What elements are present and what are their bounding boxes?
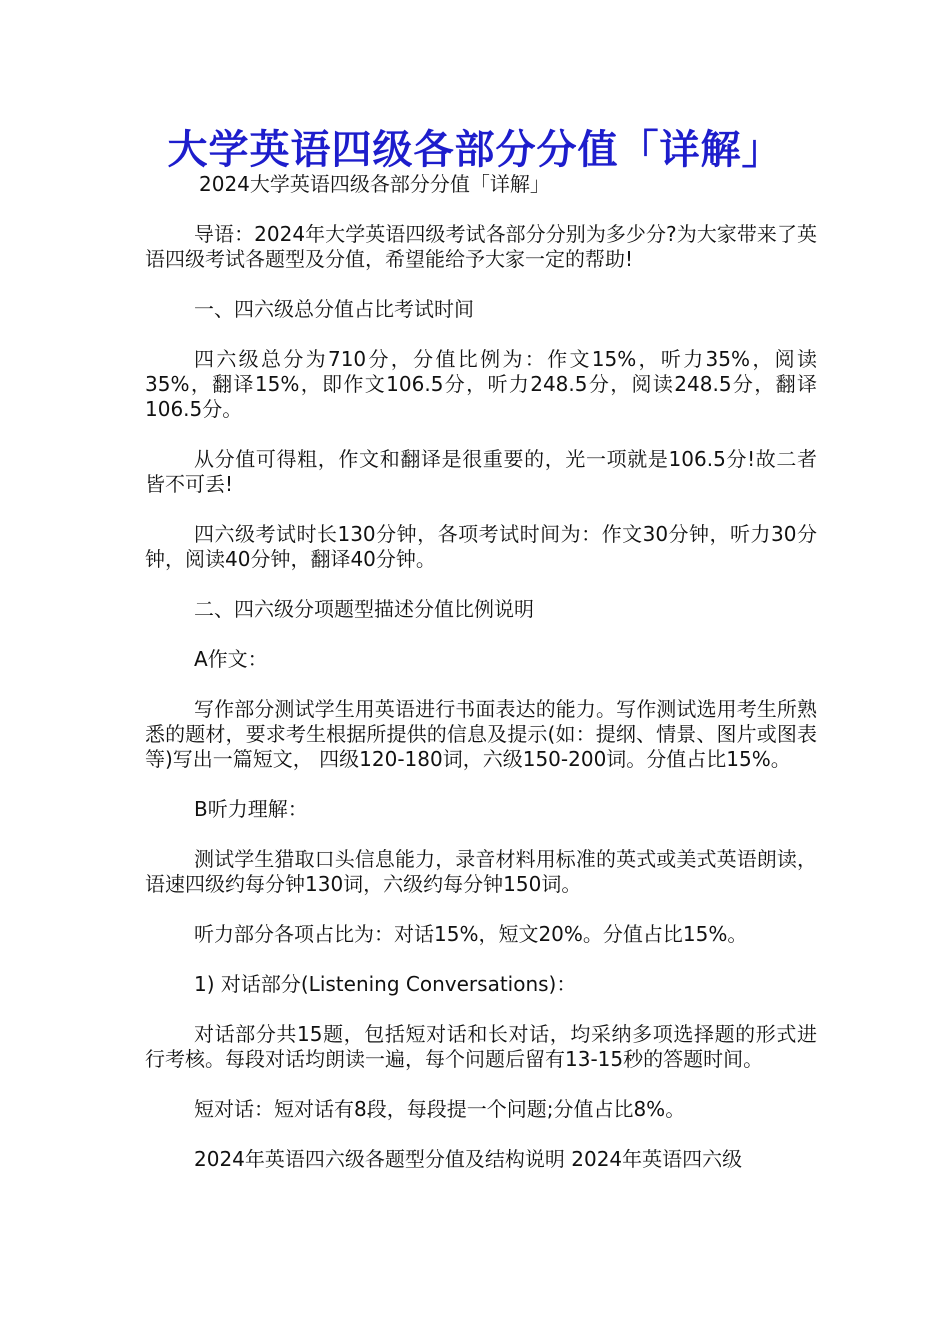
paragraph-writing: 写作部分测试学生用英语进行书面表达的能力。写作测试选用考生所熟悉的题材，要求考生根据所提供的信息及提示(如：提纲、情景、图片或图表等)写出一篇短文， 四级120-180词，六级150-200词。分值占比15%。: [145, 697, 817, 771]
paragraph-total-score: 四六级总分为710分，分值比例为：作文15%，听力35%，阅读35%，翻译15%，即作文106.5分，听力248.5分，阅读248.5分，翻译106.5分。: [145, 347, 817, 421]
document-title: 大学英语四级各部分分值「详解」: [167, 126, 783, 173]
subheading-listening: B听力理解：: [194, 797, 308, 821]
paragraph-conversations: 对话部分共15题，包括短对话和长对话，均采纳多项选择题的形式进行考核。每段对话均朗读一遍，每个问题后留有13-15秒的答题时间。: [145, 1022, 817, 1071]
paragraph-listening: 测试学生猎取口头信息能力，录音材料用标准的英式或美式英语朗读，语速四级约每分钟130词，六级约每分钟150词。: [145, 847, 817, 896]
paragraph-closing: 2024年英语四六级各题型分值及结构说明 2024年英语四六级: [194, 1147, 743, 1171]
document-subtitle: 2024大学英语四级各部分分值「详解」: [199, 172, 550, 196]
subheading-conversations: 1) 对话部分(Listening Conversations)：: [194, 972, 577, 996]
paragraph-short-conversations: 短对话：短对话有8段，每段提一个问题;分值占比8%。: [194, 1097, 686, 1121]
subheading-writing: A作文：: [194, 647, 268, 671]
section-heading-1: 一、四六级总分值占比考试时间: [194, 297, 474, 321]
section-heading-2: 二、四六级分项题型描述分值比例说明: [194, 597, 534, 621]
paragraph-exam-time: 四六级考试时长130分钟，各项考试时间为：作文30分钟，听力30分钟，阅读40分钟，翻译40分钟。: [145, 522, 817, 571]
paragraph-importance: 从分值可得粗，作文和翻译是很重要的，光一项就是106.5分!故二者皆不可丢!: [145, 447, 817, 496]
intro-paragraph: 导语：2024年大学英语四级考试各部分分别为多少分?为大家带来了英语四级考试各题型及分值，希望能给予大家一定的帮助!: [145, 222, 817, 271]
paragraph-listening-ratio: 听力部分各项占比为：对话15%，短文20%。分值占比15%。: [194, 922, 748, 946]
document-body: [145, 172, 817, 1197]
